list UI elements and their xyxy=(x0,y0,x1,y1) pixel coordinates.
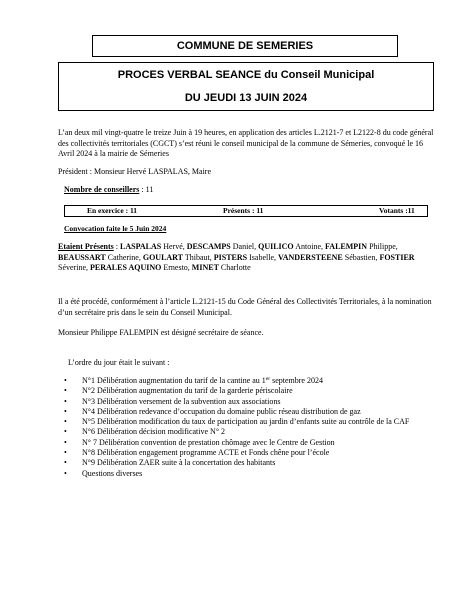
member-first-name: Philippe, xyxy=(367,242,398,251)
title-box xyxy=(58,62,434,111)
agenda-item: • N°1 Délibération augmentation du tarif de la cantine au 1er septembre 2024 xyxy=(58,376,434,386)
agenda-item: • N° 7 Délibération convention de prestation chômage avec le Centre de Gestion xyxy=(58,438,434,448)
agenda-item: • N°9 Délibération ZAER suite à la concertation des habitants xyxy=(58,458,434,468)
member-name: PERALES AQUINO xyxy=(90,263,162,272)
count-votants: Votants :11 xyxy=(379,206,415,215)
count-presents: Présents : 11 xyxy=(223,206,264,215)
member-first-name: Charlotte xyxy=(218,263,251,272)
attendance-counts-box xyxy=(64,205,428,217)
secretary-designation: Monsieur Philippe FALEMPIN est désigné secrétaire de séance. xyxy=(58,328,264,337)
councillors-count-line xyxy=(64,185,153,196)
present-members-label: Etaient Présents xyxy=(58,242,114,251)
commune-title: COMMUNE DE SEMERIES xyxy=(176,40,314,52)
agenda-item: • N°6 Délibération décision modificative N° 2 xyxy=(58,427,434,437)
member-first-name: Catherine, xyxy=(105,252,143,262)
member-first-name: Daniel, xyxy=(230,242,259,251)
member-name: FOSTIER xyxy=(379,252,415,262)
member-first-name: Sébastien, xyxy=(342,252,380,262)
agenda-intro: L’ordre du jour était le suivant : xyxy=(68,358,170,367)
president-line: Président : Monsieur Hervé LASPALAS, Maire xyxy=(58,167,212,176)
member-name: VANDERSTEENE xyxy=(278,252,343,262)
member-first-name: Isabelle, xyxy=(247,252,278,262)
intro-paragraph: L’an deux mil vingt-quatre le treize Juin à 19 heures, en application des articles L.2121-7 et L2122-8 du code général des collectivités territoriales (CGCT) s’est réuni le conseil municipal de la commune de Sémeries, convoqué le 16 Avril 2024 à la mairie de Sémeries xyxy=(58,128,434,158)
agenda-item: • N°8 Délibération engagement programme ACTE et Fonds chêne pour l’école xyxy=(58,448,434,458)
agenda-item: • N°5 Délibération modification du taux de participation au jardin d’enfants suite au contrôle de la CAF xyxy=(58,417,434,427)
councillors-count-value: : 11 xyxy=(139,185,154,194)
member-first-name: Thibaut, xyxy=(183,252,214,262)
agenda-item: • N°4 Délibération redevance d’occupation du domaine public réseau distribution de gaz xyxy=(58,407,434,417)
commune-header xyxy=(92,35,398,57)
member-name: FALEMPIN xyxy=(325,242,368,251)
member-name: MINET xyxy=(191,263,219,272)
member-first-name: Séverine, xyxy=(58,263,90,272)
member-first-name: Ernesto, xyxy=(161,263,192,272)
count-exercice: En exercice : 11 xyxy=(87,206,138,215)
member-name: GOULART xyxy=(142,252,184,262)
agenda-item: • N°2 Délibération augmentation du tarif de la garderie périscolaire xyxy=(58,386,434,396)
member-first-name: Hervé, xyxy=(161,242,187,251)
member-name: LASPALAS xyxy=(120,242,162,251)
agenda-item: • Questions diverses xyxy=(58,469,434,479)
councillors-count-label: Nombre de conseillers xyxy=(64,185,140,194)
member-name: QUILICO xyxy=(258,242,294,251)
member-name: DESCAMPS xyxy=(186,242,231,251)
agenda-item: • N°3 Délibération versement de la subvention aux associations xyxy=(58,397,434,407)
session-date: DU JEUDI 13 JUIN 2024 xyxy=(184,92,308,104)
member-first-name: Antoine, xyxy=(293,242,325,251)
present-members-paragraph: Etaient Présents : LASPALAS Hervé, DESCAMPS Daniel, QUILICO Antoine, FALEMPIN Philippe, BEAUSSART Catherine, GOULART Thibaut, PISTERS Isabelle, VANDERSTEENE Sébastien, FOSTIER Séverine, PERALES AQUINO Ernesto, MINET Charlotte xyxy=(58,242,415,272)
document-title: PROCES VERBAL SEANCE du Conseil Municipal xyxy=(117,69,375,81)
member-name: PISTERS xyxy=(213,252,248,262)
member-name: BEAUSSART xyxy=(58,252,106,262)
secretary-procedure-paragraph: Il a été procédé, conformément à l’article L.2121-15 du Code Général des Collectivités Territoriales, à la nomination d’un secrétaire pris dans le sein du Conseil Municipal. xyxy=(58,297,432,317)
agenda-list xyxy=(58,376,434,479)
convocation-date: Convocation faite le 5 Juin 2024 xyxy=(64,224,167,233)
